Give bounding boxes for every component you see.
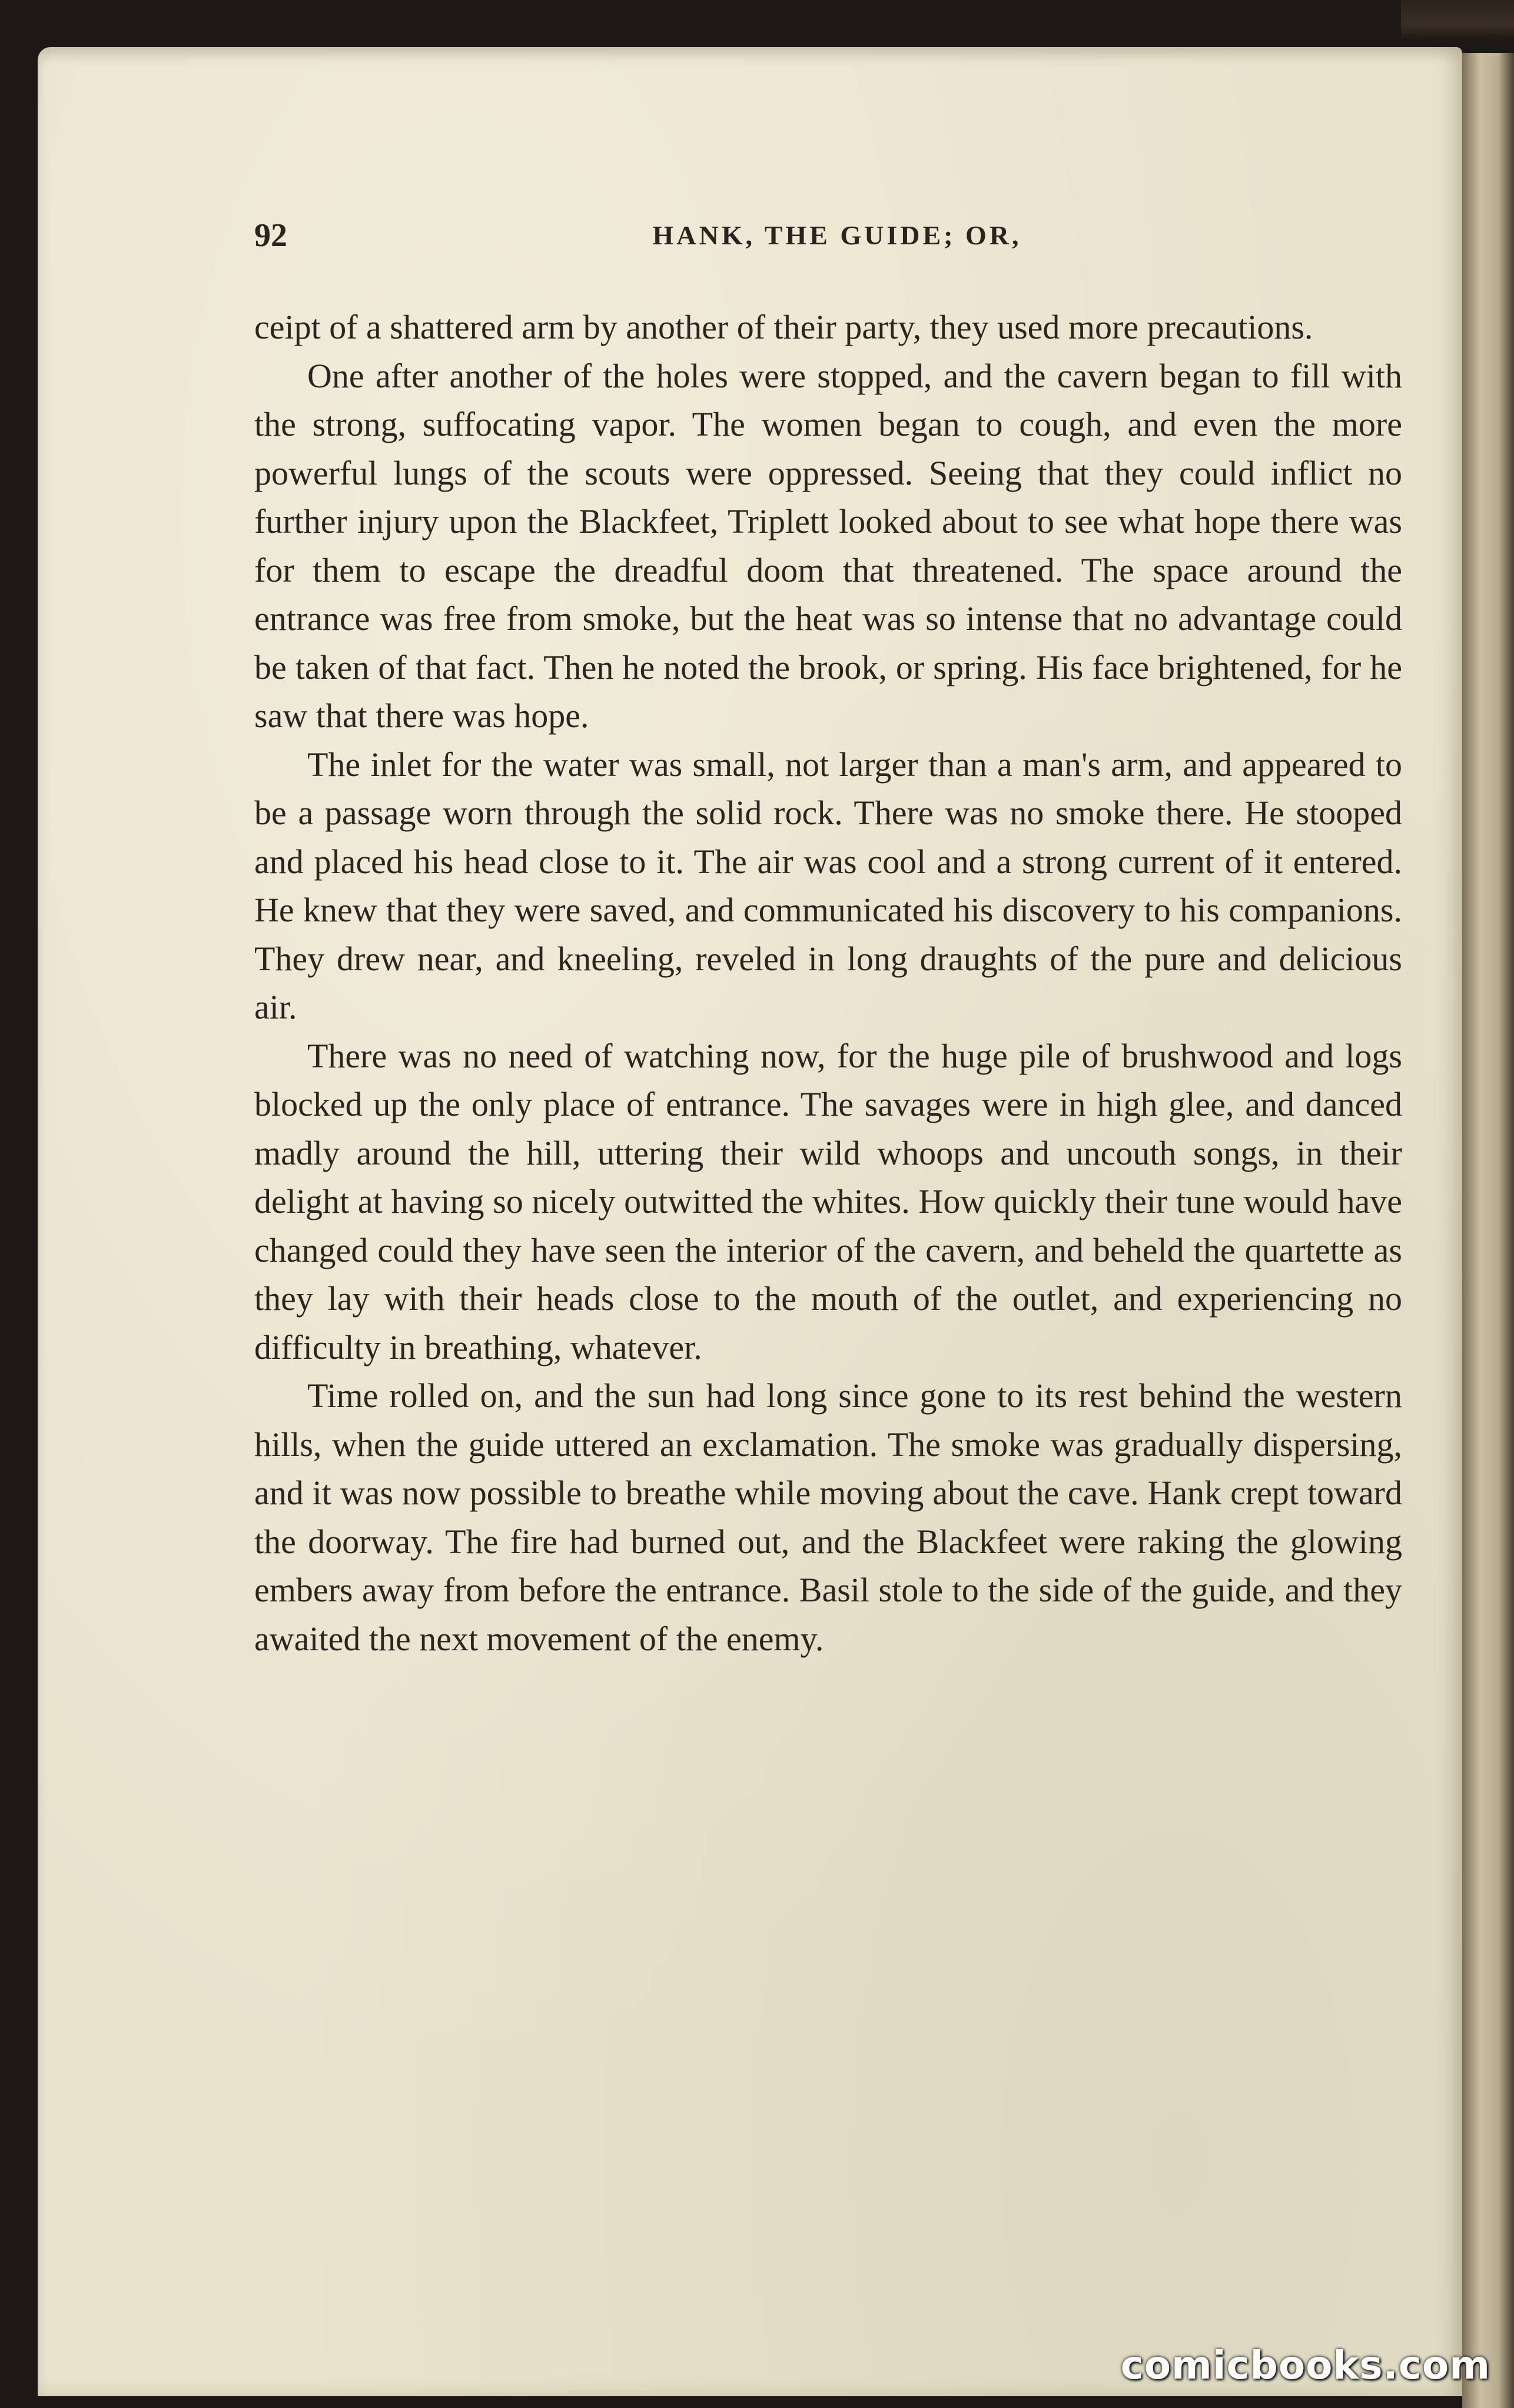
paragraph: Time rolled on, and the sun had long since gone to its rest behind the western hills, when the guide uttered an exclamation. The smoke was gradually dispersing, and it was now possible to breathe while moving about the cave. Hank crept toward the doorway. The fire had burned out, and the Blackfeet were raking the glowing embers away from before the entrance. Basil stole to the side of the guide, and they awaited the next movement of the enemy. (254, 1377, 1402, 1658)
running-head (254, 212, 1420, 259)
paragraph: ceipt of a shattered arm by another of their party, they used more precautions. (254, 308, 1313, 346)
page-number: 92 (254, 217, 287, 254)
paragraph: The inlet for the water was small, not larger than a man's arm, and appeared to be a passage worn through the solid rock. There was no smoke there. He stooped and placed his head close to it. The air was cool and a strong current of it entered. He knew that they were saved, and communicated his discovery to his companions. They drew near, and kneeling, reveled in long draughts of the pure and delicious air. (254, 745, 1402, 1026)
book-right-edge (1462, 53, 1514, 2408)
site-watermark: comicbooks.com (1120, 2343, 1490, 2388)
body-text (254, 303, 1402, 1663)
book-top-edge (1401, 0, 1514, 41)
paragraph: There was no need of watching now, for the huge pile of brushwood and logs blocked up the only place of entrance. The savages were in high glee, and danced madly around the hill, uttering their wild whoops and uncouth songs, in their delight at having so nicely outwitted the whites. How quickly their tune would have changed could they have seen the interior of the cavern, and beheld the quartette as they lay with their heads close to the mouth of the outlet, and experiencing no difficulty in breathing, whatever. (254, 1036, 1402, 1366)
running-head-title: HANK, THE GUIDE; OR, (652, 220, 1022, 250)
paragraph: One after another of the holes were stopped, and the cavern began to fill with the strong, suffocating vapor. The women began to cough, and even the more powerful lungs of the scouts were oppressed. Seeing that they could inflict no further injury upon the Blackfeet, Triplett looked about to see what hope there was for them to escape the dreadful doom that threatened. The space around the entrance was free from smoke, but the heat was so intense that no advantage could be taken of that fact. Then he noted the brook, or spring. His face brightened, for he saw that there was hope. (254, 356, 1402, 735)
